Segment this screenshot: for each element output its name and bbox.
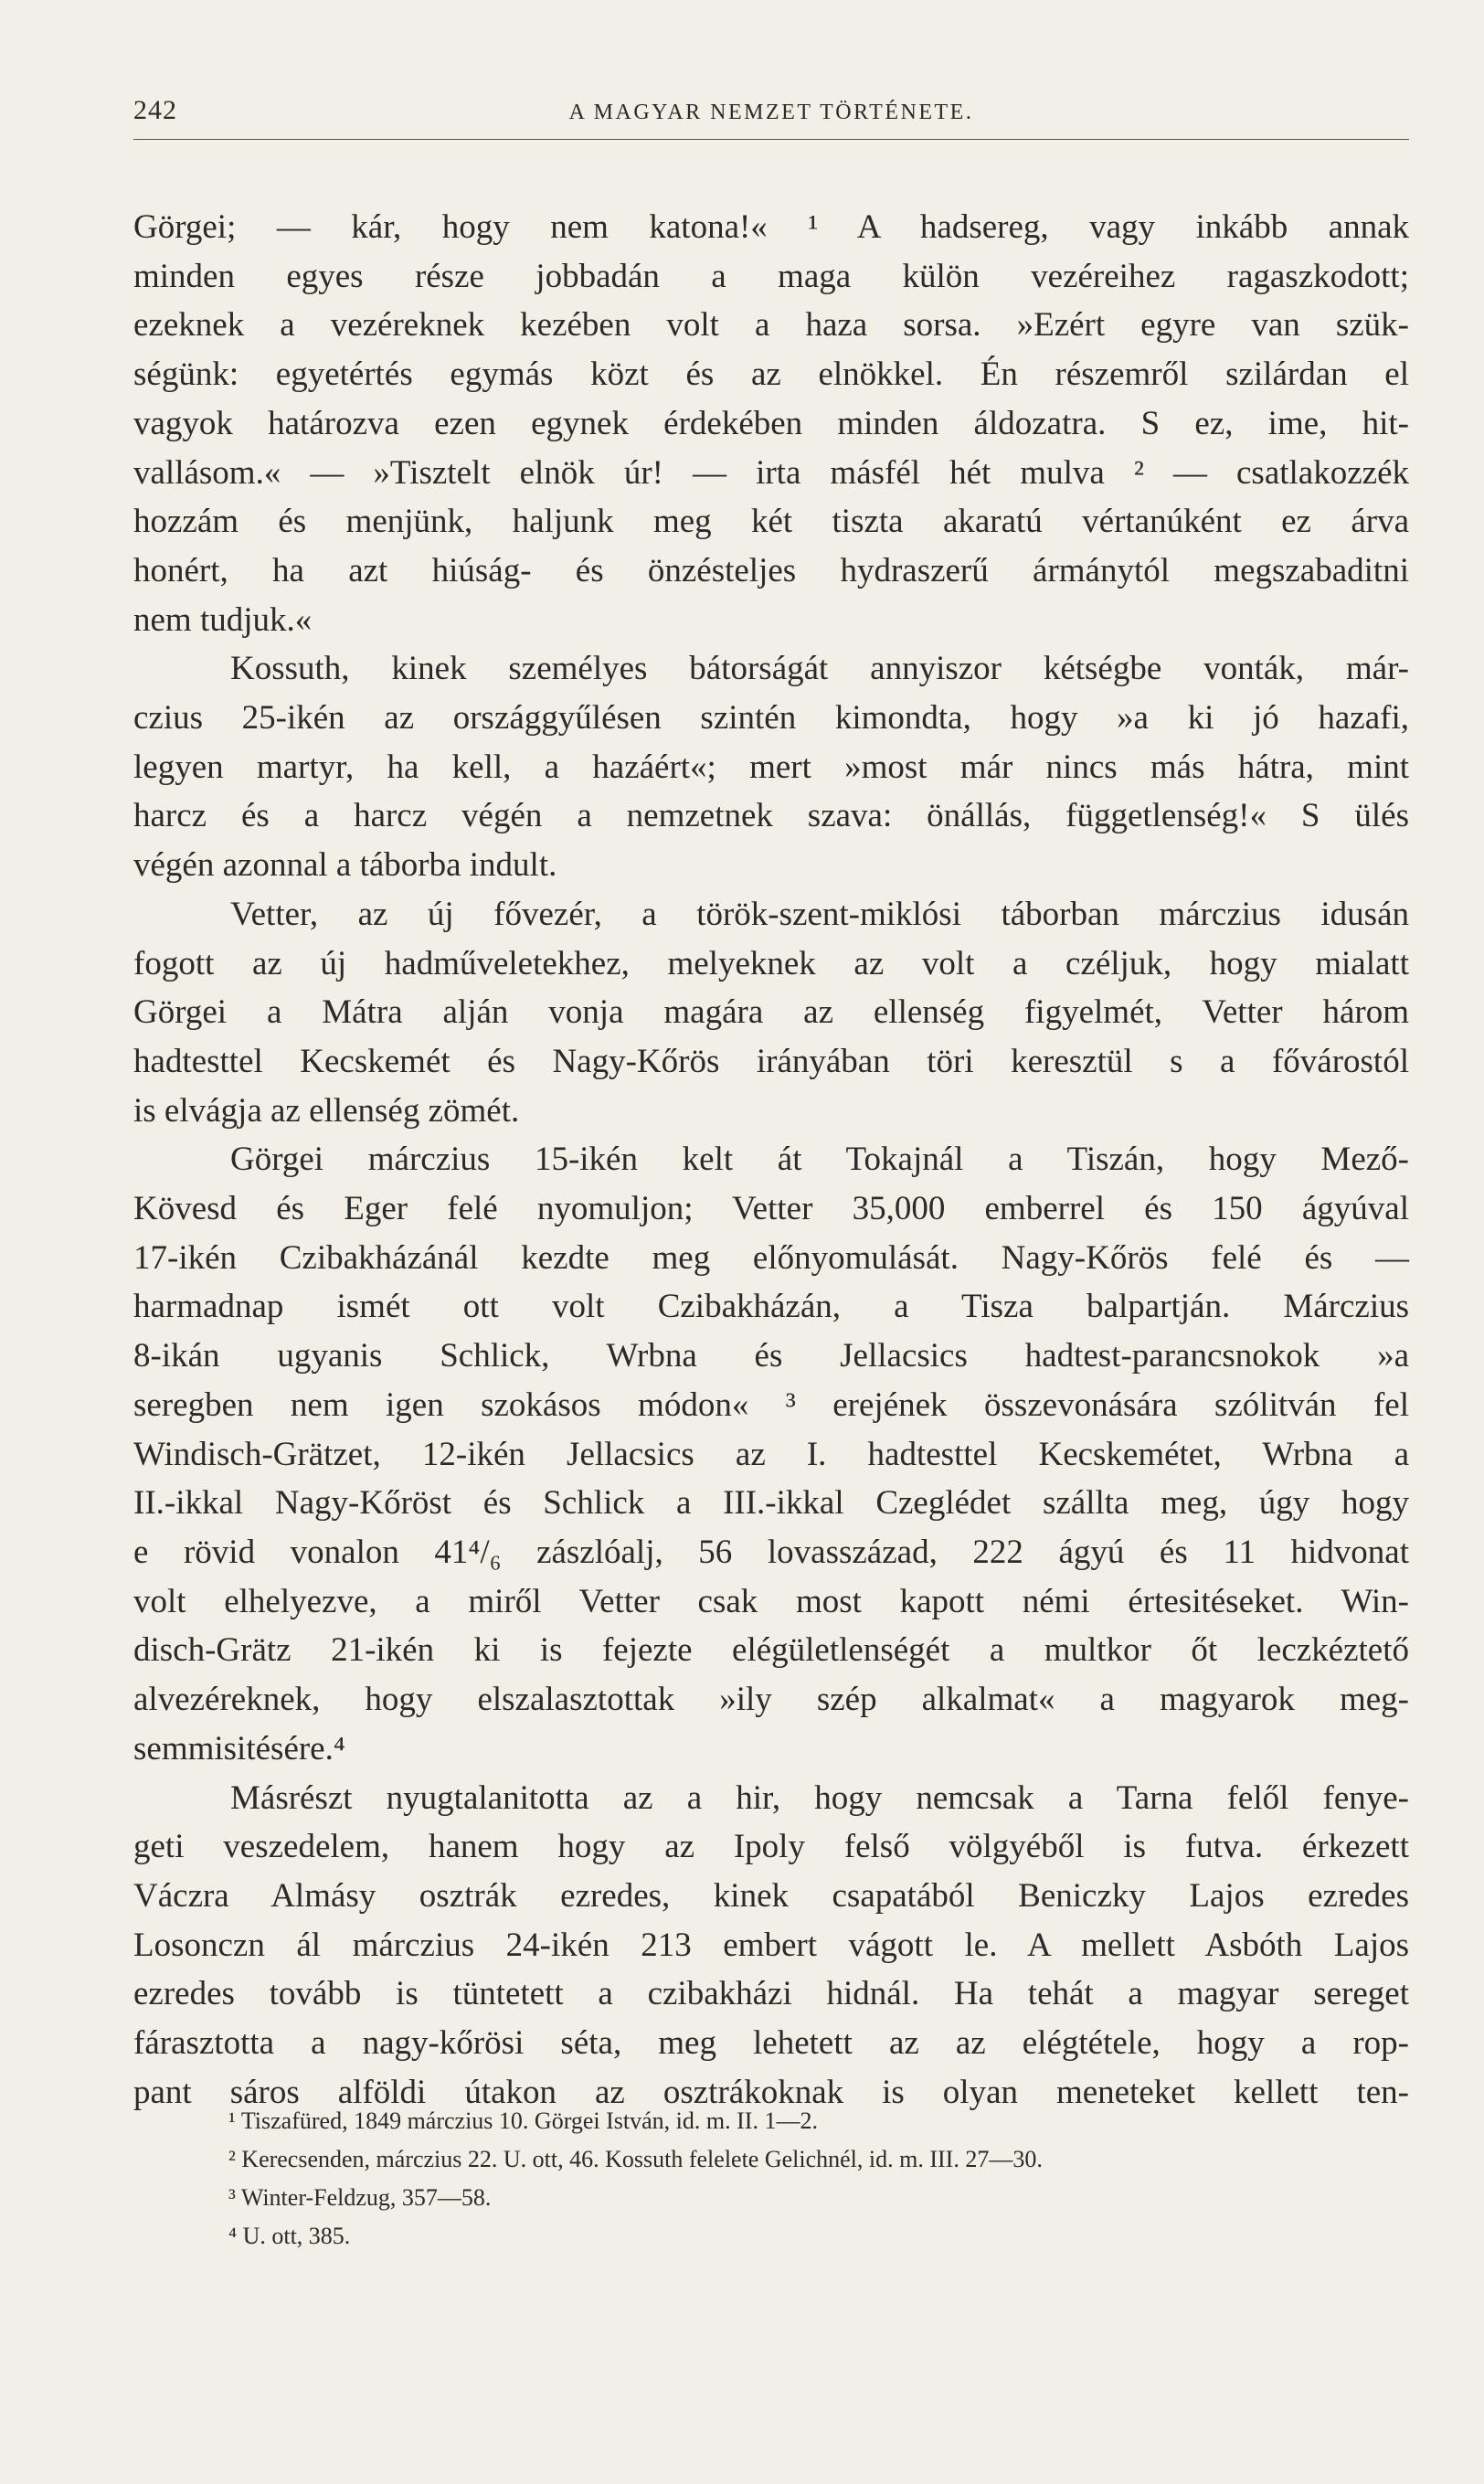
text-line: Kövesd és Eger felé nyomuljon; Vetter 35,000 emberrel és 150 ágyúval [133,1190,1409,1228]
text-line: harcz és a harcz végén a nemzetnek szava: önállás, függetlenség!« S ülés [133,797,1409,835]
text-line: honért, ha azt hiúság- és önzésteljes hydraszerű ármánytól megszabaditni [133,551,1409,589]
text-line: minden egyes része jobbadán a maga külön vezéreihez ragaszkodott; [133,257,1409,295]
page-number: 242 [133,95,177,125]
text-line: hadtesttel Kecskemét és Nagy-Kőrös irányában töri keresztül s a fővárostól [133,1042,1409,1080]
text-line: ezeknek a vezéreknek kezében volt a haza sorsa. »Ezért egyre van szük- [133,306,1409,345]
text-line: czius 25-ikén az országgyűlésen szintén kimondta, hogy »a ki jó hazafi, [133,699,1409,738]
text-line: ezredes tovább is tüntetett a czibakházi hidnál. Ha tehát a magyar sereget [133,1975,1409,2013]
footnote-text: U. ott, 385. [237,2223,351,2249]
footnote-text: Tiszafüred, 1849 márczius 10. Görgei István, id. m. II. 1—2. [235,2107,818,2134]
footnote [133,2140,1409,2179]
text-line: hozzám és menjünk, haljunk meg két tiszta akaratú vértanúként ez árva [133,503,1409,541]
text-line: Kossuth, kinek személyes bátorságát annyiszor kétségbe vonták, már- [230,650,1409,688]
footnote [133,2179,1409,2217]
text-line: vagyok határozva ezen egynek érdekében minden áldozatra. S ez, ime, hit- [133,404,1409,442]
text-line: semmisitésére.⁴ [133,1729,345,1767]
text-line: 17-ikén Czibakházánál kezdte meg előnyomulását. Nagy-Kőrös felé és — [133,1238,1409,1277]
text-line: e rövid vonalon 41⁴/₆ zászlóalj, 56 lovasszázad, 222 ágyú és 11 hidvonat [133,1533,1409,1571]
footnote-mark: ² [228,2146,236,2172]
text-line: Losonczn ál márczius 24-ikén 213 embert vágott le. A mellett Asbóth Lajos [133,1926,1409,1964]
text-line: Másrészt nyugtalanitotta az a hir, hogy nemcsak a Tarna felől fenye- [230,1778,1409,1817]
text-line: Görgei a Mátra alján vonja magára az ellenség figyelmét, Vetter három [133,993,1409,1032]
body-text [133,203,1409,2117]
text-line: volt elhelyezve, a miről Vetter csak most kapott némi értesitéseket. Win- [133,1582,1409,1620]
text-line: geti veszedelem, hanem hogy az Ipoly felső völgyéből is futva. érkezett [133,1828,1409,1866]
text-line: is elvágja az ellenség zömét. [133,1091,520,1130]
text-line: nem tudjuk.« [133,600,313,639]
text-line: harmadnap ismét ott volt Czibakházán, a Tisza balpartján. Márczius [133,1288,1409,1326]
text-line: végén azonnal a táborba indult. [133,846,557,885]
text-line: fárasztotta a nagy-kőrösi séta, meg lehetett az az elégtétele, hogy a rop- [133,2024,1409,2063]
page-header [133,95,1409,140]
text-line: ségünk: egyetértés egymás közt és az elnökkel. Én részemről szilárdan el [133,356,1409,394]
footnote-text: Kerecsenden, márczius 22. U. ott, 46. Kossuth felelete Gelichnél, id. m. III. 27—30. [235,2146,1043,2172]
text-line: II.-ikkal Nagy-Kőröst és Schlick a III.-ikkal Czeglédet szállta meg, úgy hogy [133,1484,1409,1523]
text-line: Vetter, az új fővezér, a török-szent-miklósi táborban márczius idusán [230,895,1409,933]
footnote-mark: ¹ [228,2107,236,2134]
text-line: pant sáros alföldi útakon az osztrákoknak is olyan meneteket kellett ten- [133,2073,1409,2111]
running-head: A MAGYAR NEMZET TÖRTÉNETE. [568,101,974,124]
text-line: alvezéreknek, hogy elszalasztottak »ily szép alkalmat« a magyarok meg- [133,1681,1409,1719]
text-line: vallásom.« — »Tisztelt elnök úr! — irta másfél hét mulva ² — csatlakozzék [133,453,1409,492]
footnotes [133,2102,1409,2256]
text-line: Váczra Almásy osztrák ezredes, kinek csapatából Beniczky Lajos ezredes [133,1876,1409,1915]
footnote-text: Winter-Feldzug, 357—58. [235,2184,492,2211]
text-line: fogott az új hadműveletekhez, melyeknek az volt a czéljuk, hogy mialatt [133,944,1409,982]
footnote [133,2102,1409,2140]
text-line: Görgei márczius 15-ikén kelt át Tokajnál a Tiszán, hogy Mező- [230,1141,1409,1179]
footnote [133,2217,1409,2256]
footnote-mark: ³ [228,2184,236,2211]
text-line: Windisch-Grätzet, 12-ikén Jellacsics az I. hadtesttel Kecskemétet, Wrbna a [133,1435,1409,1473]
footnote-mark: ⁴ [228,2223,238,2249]
text-line: legyen martyr, ha kell, a hazáért«; mert »most már nincs más hátra, mint [133,748,1409,786]
text-line: disch-Grätz 21-ikén ki is fejezte elégületlenségét a multkor őt leczkéztető [133,1631,1409,1670]
text-line: Görgei; — kár, hogy nem katona!« ¹ A hadsereg, vagy inkább annak [133,208,1409,246]
text-line: 8-ikán ugyanis Schlick, Wrbna és Jellacsics hadtest-parancsnokok »a [133,1337,1409,1375]
text-line: seregben nem igen szokásos módon« ³ erejének összevonására szólitván fel [133,1385,1409,1424]
